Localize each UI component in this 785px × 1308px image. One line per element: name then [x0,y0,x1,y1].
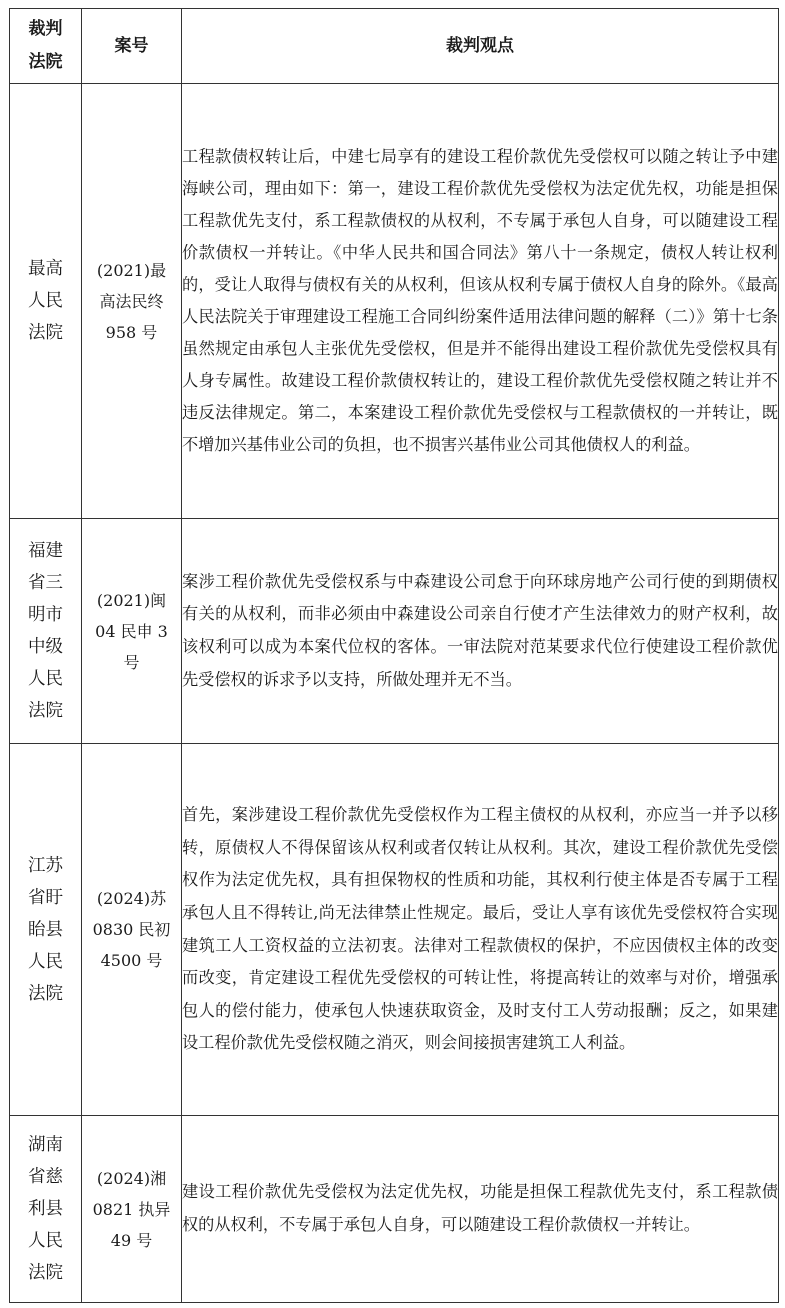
table-row [10,1116,779,1303]
court-line: 利县 [28,1199,63,1219]
court-line: 法院 [28,983,63,1004]
table-row [10,519,779,744]
case-line: (2021)闽 [96,590,167,610]
viewpoint-cell: 案涉工程价款优先受偿权系与中森建设公司怠于向环球房地产公司行使的到期债权有关的从权利，而非必须由中森建设公司亲自行使才产生法律效力的财产权利，故该权利可以成为本案代位权的客体。一审法院对范某要求代位行使建设工程价款优先受偿权的诉求予以支持，所做处理并无不当。 [182,519,779,744]
court-line: 省慈 [28,1167,63,1187]
case-line: (2021)最 [96,260,167,280]
case-line: 4500 号 [100,951,163,970]
court-line: 眙县 [28,919,63,940]
case-line: 0821 执异 [92,1199,171,1219]
court-cell [10,84,82,519]
court-line: 湖南 [28,1135,63,1155]
header-court-line: 法院 [28,52,63,72]
viewpoint-cell: 建设工程价款优先受偿权为法定优先权，功能是担保工程款优先支付，系工程款债权的从权利，不专属于承包人自身，可以随建设工程价款债权一并转让。 [182,1116,779,1303]
court-line: 人民 [28,1231,63,1251]
case-line: 高法民终 [99,291,164,311]
court-line: 人民 [28,951,63,972]
case-no-cell [82,84,182,519]
table-header-row [10,9,779,84]
case-line: 49 号 [110,1230,153,1250]
case-line: 号 [123,652,140,672]
case-no-cell [82,1116,182,1303]
header-case-no: 案号 [82,9,182,84]
table-row [10,744,779,1116]
case-no-cell [82,744,182,1116]
viewpoint-cell: 工程款债权转让后，中建七局享有的建设工程价款优先受偿权可以随之转让予中建海峡公司，理由如下：第一，建设工程价款优先受偿权为法定优先权，功能是担保工程款优先支付，系工程款债权的从权利，不专属于承包人自身，可以随建设工程价款债权一并转让。《中华人民共和国合同法》第八十一条规定，债权人转让权利的，受让人取得与债权有关的从权利，但该从权利专属于债权人自身的除外。《最高人民法院关于审理建设工程施工合同纠纷案件适用法律问题的解释（二）》第十七条虽然规定由承包人主张优先受偿权，但是并不能得出建设工程价款优先受偿权具有人身专属性。故建设工程价款债权转让的，建设工程价款优先受偿权随之转让并不违反法律规定。第二，本案建设工程价款优先受偿权与工程款债权的一并转让，既不增加兴基伟业公司的负担，也不损害兴基伟业公司其他债权人的利益。 [182,84,779,519]
court-line: 福建 [28,541,63,561]
court-line: 省三 [28,573,63,593]
case-no-cell [82,519,182,744]
court-line: 最高 [28,259,63,279]
case-line: (2024)湘 [96,1168,167,1188]
header-court [10,9,82,84]
court-cell [10,744,82,1116]
court-line: 法院 [28,323,63,343]
header-viewpoint: 裁判观点 [182,9,779,84]
court-line: 明市 [28,605,63,625]
viewpoint-cell: 首先，案涉建设工程价款优先受偿权作为工程主债权的从权利，亦应当一并予以移转，原债权人不得保留该从权利或者仅转让从权利。其次，建设工程价款优先受偿权作为法定优先权，具有担保物权的性质和功能，其权利行使主体是否专属于工程承包人且不得转让,尚无法律禁止性规定。最后，受让人享有该优先受偿权符合实现建筑工人工资权益的立法初衷。法律对工程款债权的保护，不应因债权主体的改变而改变，肯定建设工程优先受偿权的可转让性，将提高转让的效率与对价，增强承包人的偿付能力，使承包人快速获取资金，及时支付工人劳动报酬；反之，如果建设工程价款优先受偿权随之消灭，则会间接损害建筑工人利益。 [182,744,779,1116]
court-line: 法院 [28,701,63,721]
court-line: 江苏 [28,855,63,876]
court-line: 法院 [28,1263,63,1283]
case-line: 04 民申 3 [95,621,168,641]
case-line: (2024)苏 [96,889,167,908]
court-line: 中级 [28,637,63,657]
header-court-line: 裁判 [28,19,63,39]
court-line: 人民 [28,291,63,311]
court-line: 省盱 [28,887,63,908]
judgment-table [9,8,779,1303]
court-line: 人民 [28,669,63,689]
table-row [10,84,779,519]
court-cell [10,1116,82,1303]
case-line: 0830 民初 [92,920,171,939]
case-line: 958 号 [105,322,158,342]
court-cell [10,519,82,744]
